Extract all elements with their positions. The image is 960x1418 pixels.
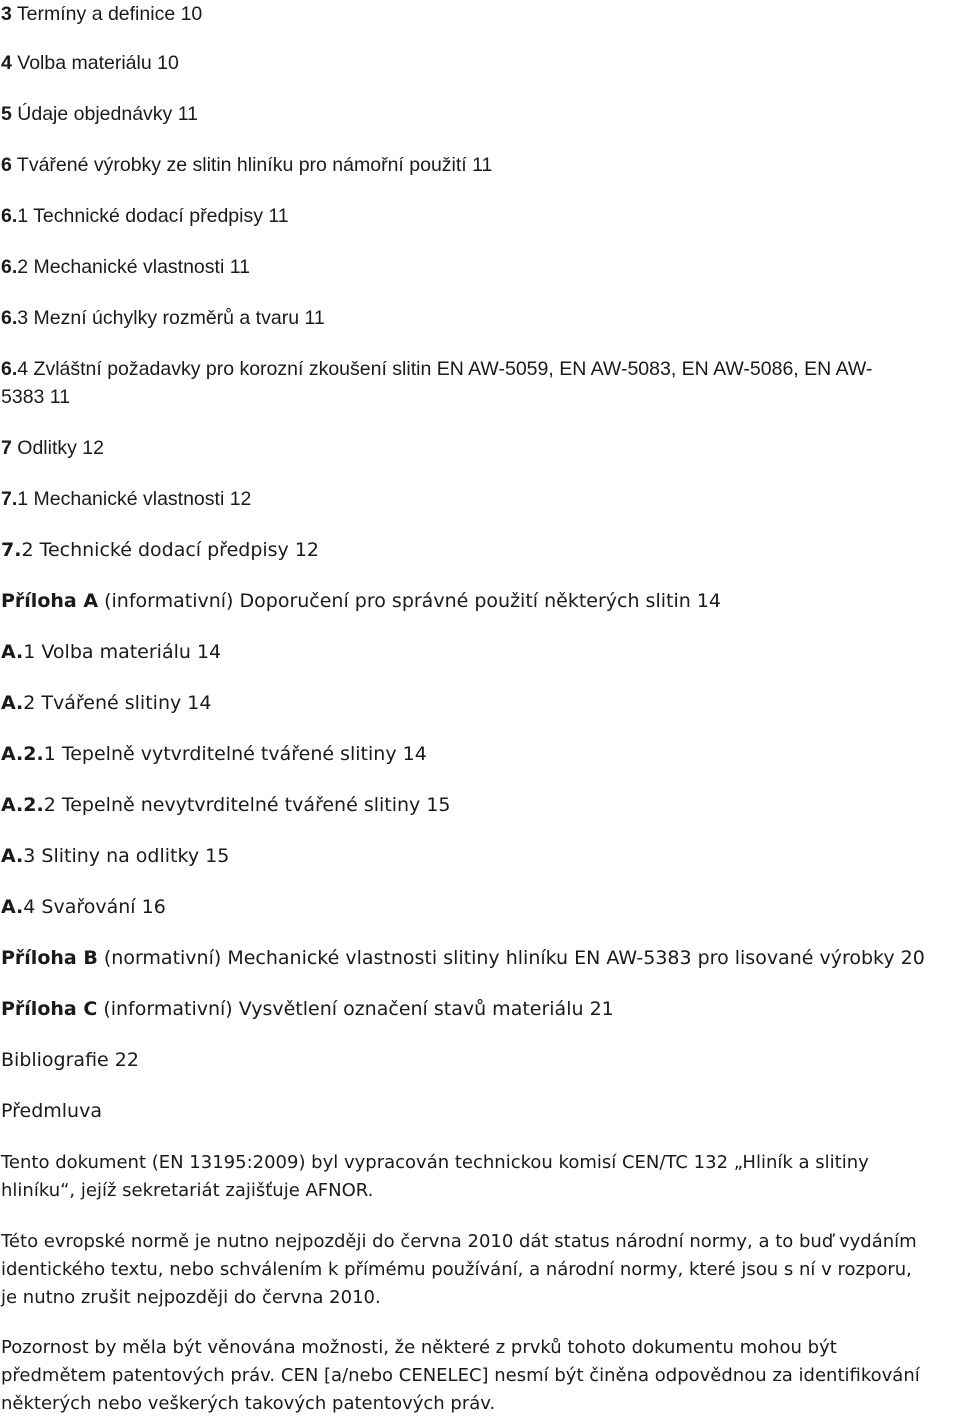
paragraph-line: identického textu, nebo schválením k přímému používání, a národní normy, které jsou s ní v rozporu, xyxy=(1,1259,912,1280)
toc-entry-text: 2 Tvářené slitiny 14 xyxy=(23,692,212,714)
toc-entry-number: 4 xyxy=(1,52,12,74)
toc-entry-text: 3 Mezní úchylky rozměrů a tvaru 11 xyxy=(17,307,325,329)
toc-entry-text: 1 Technické dodací předpisy 11 xyxy=(17,205,289,227)
paragraph-line: Této evropské normě je nutno nejpozději do června 2010 dát status národní normy, a to buď vydáním xyxy=(1,1231,917,1252)
toc-entry-number: A. xyxy=(1,692,24,714)
toc-entry-text: Termíny a definice 10 xyxy=(11,3,203,25)
toc-entry-text: Bibliografie 22 xyxy=(1,1049,139,1071)
toc-entry-text: Tvářené výrobky ze slitin hliníku pro námořní použití 11 xyxy=(11,154,493,176)
section-heading-text: Předmluva xyxy=(1,1100,102,1122)
toc-entry xyxy=(1,0,202,28)
toc-entry xyxy=(1,304,325,332)
foreword-paragraph xyxy=(1,1149,959,1205)
toc-entry xyxy=(1,893,166,921)
toc-entry-number: 6. xyxy=(1,205,18,227)
toc-entry-text: Volba materiálu 10 xyxy=(11,52,179,74)
toc-entry-text: 5383 11 xyxy=(1,386,71,408)
toc-entry-text: 1 Mechanické vlastnosti 12 xyxy=(17,488,252,510)
toc-entry xyxy=(1,791,451,819)
toc-entry xyxy=(1,995,614,1023)
toc-entry xyxy=(1,100,198,128)
toc-entry-text: Údaje objednávky 11 xyxy=(11,103,198,125)
paragraph-line: Pozornost by měla být věnována možnosti, že některé z prvků tohoto dokumentu mohou být xyxy=(1,1337,837,1358)
toc-entry-number: 7. xyxy=(1,488,18,510)
paragraph-line: je nutno zrušit nejpozději do června 2010. xyxy=(1,1287,381,1308)
toc-entry xyxy=(1,1046,139,1074)
toc-entry-text: Odlitky 12 xyxy=(11,437,104,459)
toc-entry-text: (normativní) Mechanické vlastnosti slitiny hliníku EN AW-5383 pro lisované výrobky 20 xyxy=(97,947,925,969)
toc-entry-number: 6 xyxy=(1,154,12,176)
toc-entry xyxy=(1,202,289,230)
toc-entry-number: Příloha C xyxy=(1,998,98,1020)
toc-entry xyxy=(1,587,721,615)
foreword-paragraph xyxy=(1,1334,959,1418)
toc-entry-number: A. xyxy=(1,845,24,867)
toc-entry-number: 6. xyxy=(1,307,18,329)
toc-entry xyxy=(1,944,925,972)
paragraph-line: Tento dokument (EN 13195:2009) byl vypracován technickou komisí CEN/TC 132 „Hliník a slitiny xyxy=(1,1152,869,1173)
toc-entry xyxy=(1,536,319,564)
toc-entry-text: 2 Tepelně nevytvrditelné tvářené slitiny 15 xyxy=(43,794,451,816)
toc-entry-number: A. xyxy=(1,641,24,663)
toc-entry-number: Příloha B xyxy=(1,947,98,969)
toc-entry xyxy=(1,434,104,462)
toc-entry-text: 3 Slitiny na odlitky 15 xyxy=(23,845,230,867)
toc-entry xyxy=(1,151,492,179)
toc-entry-text: (informativní) Doporučení pro správné použití některých slitin 14 xyxy=(98,590,721,612)
toc-entry xyxy=(1,740,427,768)
paragraph-line: hliníku“, jejíž sekretariát zajišťuje AFNOR. xyxy=(1,1180,374,1201)
toc-entry-text: 1 Tepelně vytvrditelné tvářené slitiny 14 xyxy=(43,743,427,765)
toc-entry-number: A. xyxy=(1,896,24,918)
toc-entry xyxy=(1,355,872,383)
paragraph-line: předmětem patentových práv. CEN [a/nebo CENELEC] nesmí být činěna odpovědnou za identifikování xyxy=(1,1365,920,1386)
toc-entry xyxy=(1,842,229,870)
toc-entry-number: 7. xyxy=(1,539,22,561)
toc-entry-number: 6. xyxy=(1,358,18,380)
toc-entry-number: 3 xyxy=(1,3,12,25)
toc-entry-number: 7 xyxy=(1,437,12,459)
toc-entry-text: 1 Volba materiálu 14 xyxy=(23,641,222,663)
toc-entry-text: 4 Zvláštní požadavky pro korozní zkoušení slitin EN AW-5059, EN AW-5083, EN AW-5086, EN AW- xyxy=(17,358,873,380)
section-heading xyxy=(1,1097,102,1125)
toc-entry xyxy=(1,49,179,77)
paragraph-line: některých nebo veškerých takových patentových práv. xyxy=(1,1393,496,1414)
toc-entry xyxy=(1,638,221,666)
toc-entry xyxy=(1,253,250,281)
toc-entry-text: 4 Svařování 16 xyxy=(23,896,166,918)
toc-entry-number: A.2. xyxy=(1,743,44,765)
toc-entry-text: (informativní) Vysvětlení označení stavů materiálu 21 xyxy=(97,998,614,1020)
toc-entry-number: 6. xyxy=(1,256,18,278)
toc-entry-continuation xyxy=(1,383,70,411)
foreword-paragraph xyxy=(1,1228,959,1312)
toc-entry-number: Příloha A xyxy=(1,590,99,612)
toc-entry-text: 2 Technické dodací předpisy 12 xyxy=(21,539,320,561)
toc-entry xyxy=(1,689,211,717)
toc-entry-number: 5 xyxy=(1,103,12,125)
toc-entry xyxy=(1,485,251,513)
toc-entry-text: 2 Mechanické vlastnosti 11 xyxy=(17,256,250,278)
toc-entry-number: A.2. xyxy=(1,794,44,816)
